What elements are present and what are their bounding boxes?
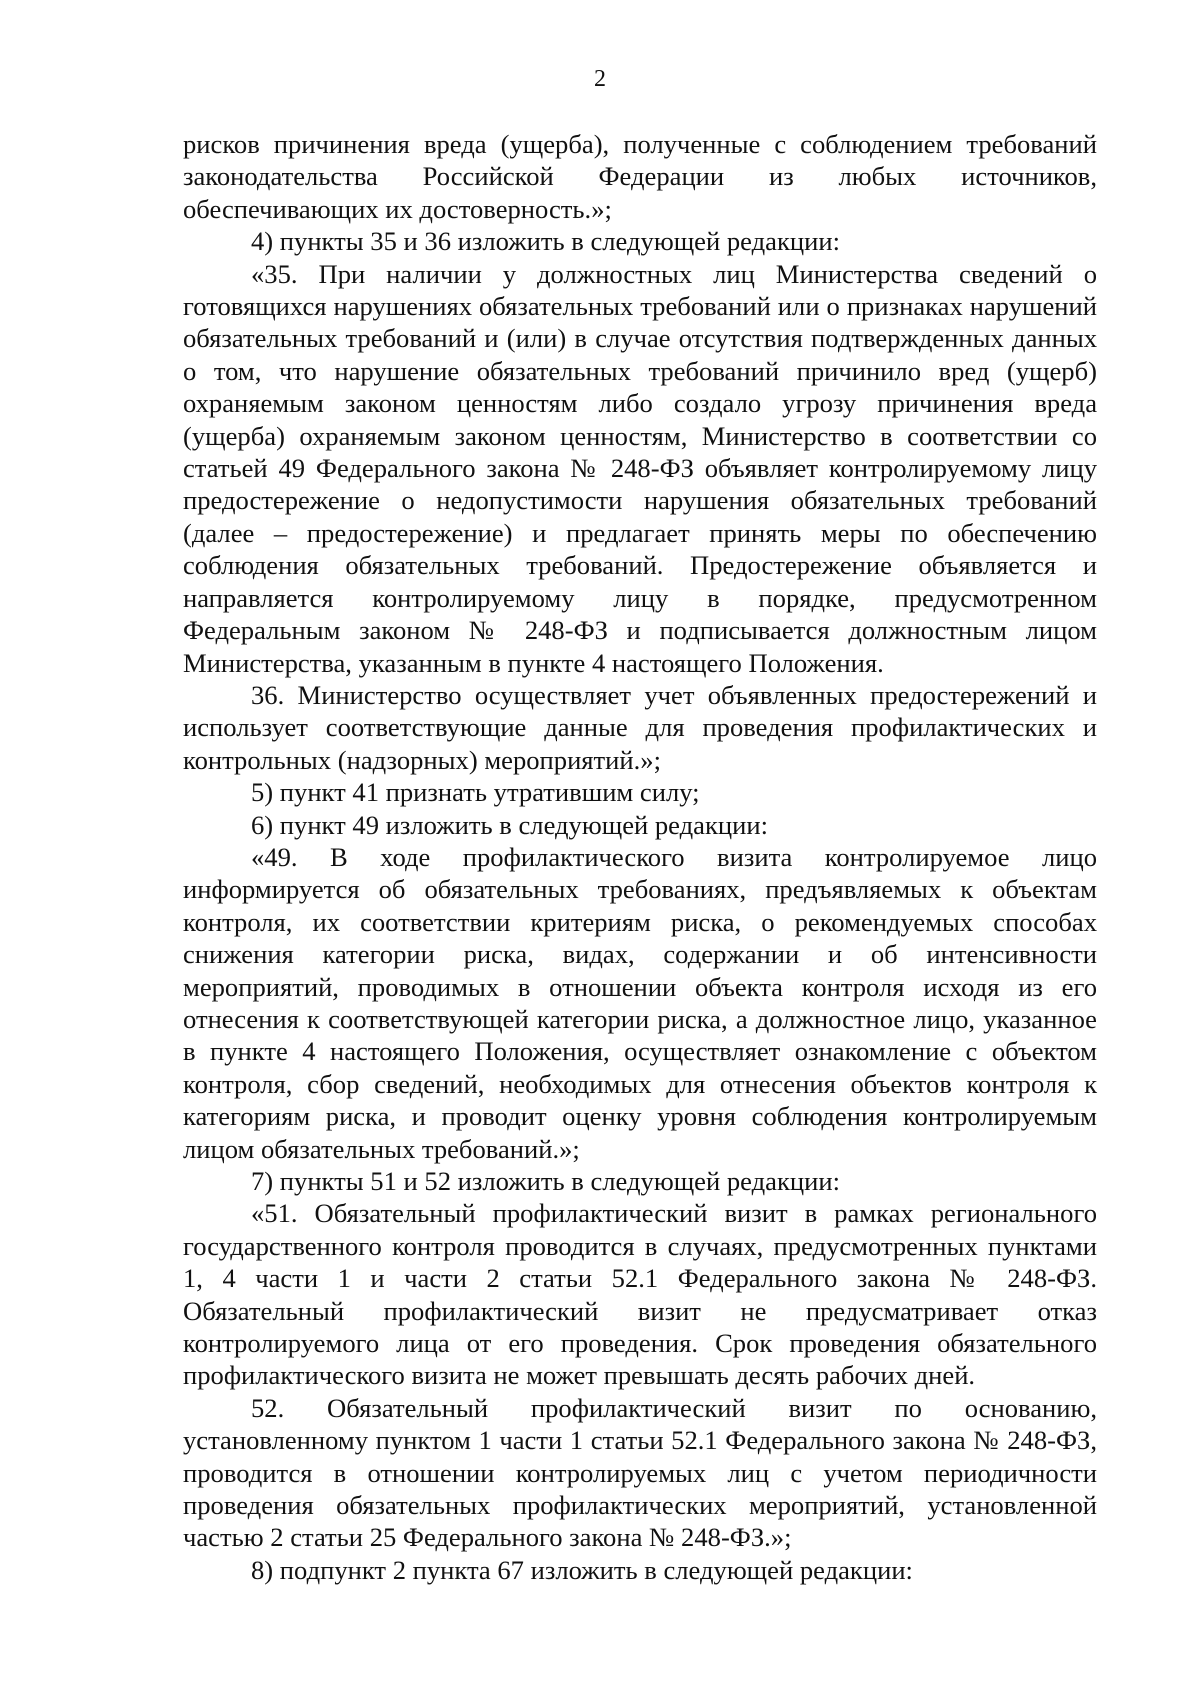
paragraph-clause-52: 52. Обязательный профилактический визит по основанию, установленному пунктом 1 части 1 статьи 52.1 Федерального закона № 248-ФЗ, проводится в отношении контролируемых лиц с учетом периодичности проведения обязательных профилактических мероприятий, установленной частью 2 статьи 25 Федерального закона № 248-ФЗ.»; <box>183 1392 1097 1553</box>
document-body <box>183 128 1097 1586</box>
page-number: 2 <box>594 66 606 92</box>
paragraph-item-7: 7) пункты 51 и 52 изложить в следующей редакции: <box>251 1166 840 1196</box>
paragraph-item-6: 6) пункт 49 изложить в следующей редакции: <box>251 809 768 840</box>
paragraph-clause-51: «51. Обязательный профилактический визит в рамках регионального государственного контроля проводится в случаях, предусмотренных пунктами 1, 4 части 1 и части 2 статьи 52.1 Федерального закона № 248-ФЗ. Обязательный профилактический визит не предусматривает отказ контролируемого лица от его проведения. Срок проведения обязательного профилактического визита не может превышать десять рабочих дней. <box>183 1198 1097 1391</box>
paragraph-item-8: 8) подпункт 2 пункта 67 изложить в следующей редакции: <box>251 1554 913 1585</box>
paragraph-item-4: 4) пункты 35 и 36 изложить в следующей редакции: <box>251 226 840 257</box>
paragraph-clause-35: «35. При наличии у должностных лиц Министерства сведений о готовящихся нарушениях обязательных требований или о признаках нарушений обязательных требований и (или) в случае отсутствия подтвержденных данных о том, что нарушение обязательных требований причинило вред (ущерб) охраняемым законом ценностям либо создало угрозу причинения вреда (ущерба) охраняемым законом ценностям, Министерство в соответствии со статьей 49 Федерального закона № 248-ФЗ объявляет контролируемому лицу предостережение о недопустимости нарушения обязательных требований (далее – предостережение) и предлагает принять меры по обеспечению соблюдения обязательных требований. Предостережение объявляется и направляется контролируемому лицу в порядке, предусмотренном Федеральным законом № 248-ФЗ и подписывается должностным лицом Министерства, указанным в пункте 4 настоящего Положения. <box>183 258 1097 678</box>
paragraph-clause-36: 36. Министерство осуществляет учет объявленных предостережений и использует соответствующие данные для проведения профилактических и контрольных (надзорных) мероприятий.»; <box>183 679 1097 775</box>
paragraph-item-5: 5) пункт 41 признать утратившим силу; <box>251 777 700 808</box>
paragraph-continuation: рисков причинения вреда (ущерба), полученные с соблюдением требований законодательства Российской Федерации из любых источников, обеспечивающих их достоверность.»; <box>183 129 1097 224</box>
paragraph-clause-49: «49. В ходе профилактического визита контролируемое лицо информируется об обязательных требованиях, предъявляемых к объектам контроля, их соответствии критериям риска, о рекомендуемых способах снижения категории риска, видах, содержании и об интенсивности мероприятий, проводимых в отношении объекта контроля исходя из его отнесения к соответствующей категории риска, а должностное лицо, указанное в пункте 4 настоящего Положения, осуществляет ознакомление с объектом контроля, сбор сведений, необходимых для отнесения объектов контроля к категориям риска, и проводит оценку уровня соблюдения контролируемым лицом обязательных требований.»; <box>183 841 1097 1164</box>
